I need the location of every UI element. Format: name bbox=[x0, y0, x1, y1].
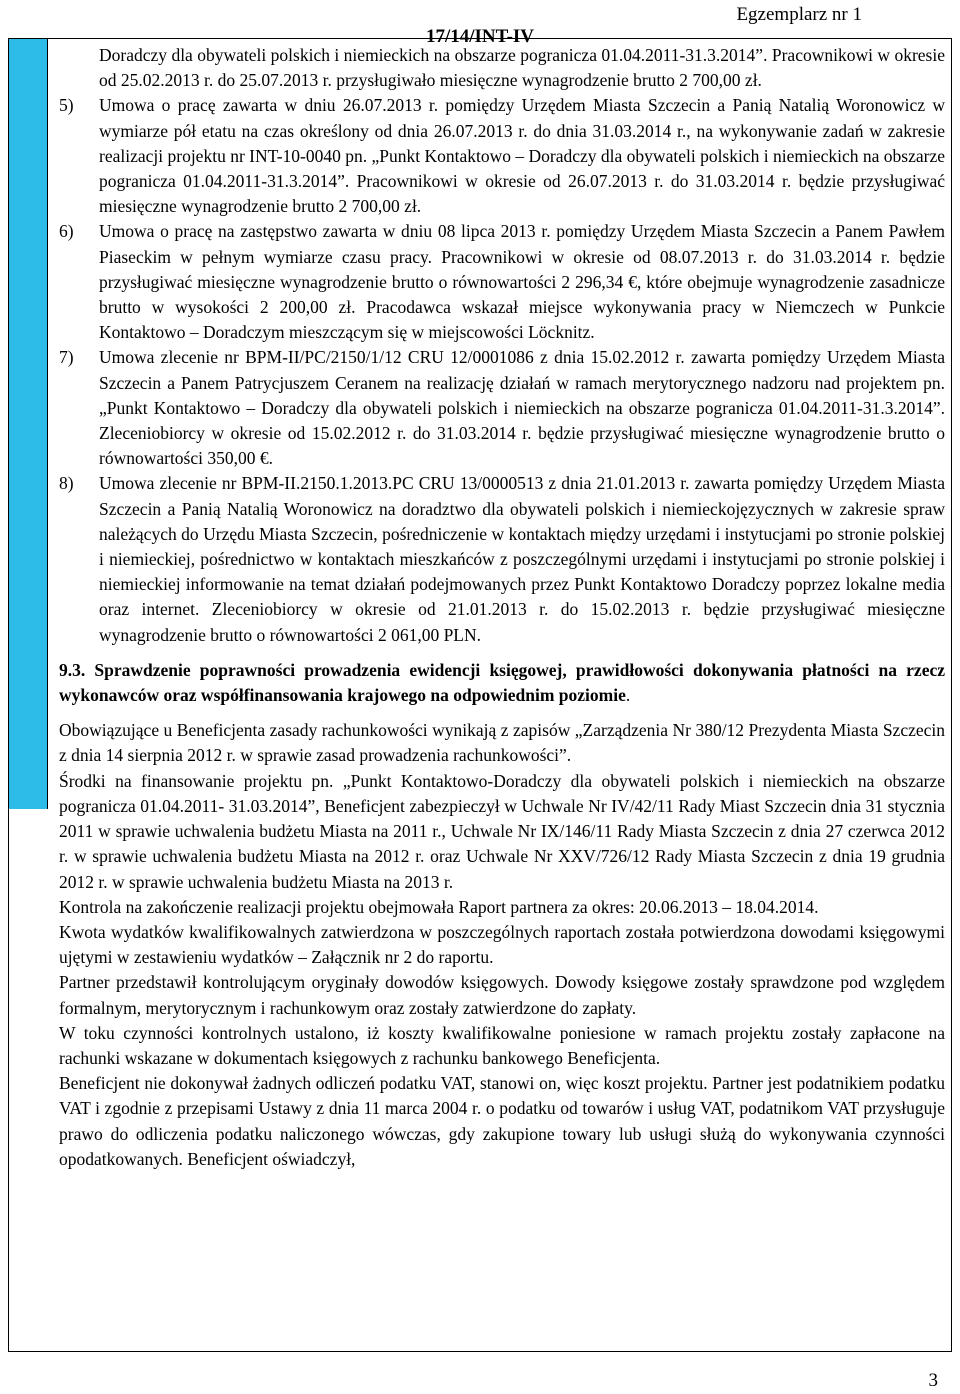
body-paragraph: Kontrola na zakończenie realizacji projektu obejmowała Raport partnera za okres: 20.06.2013 – 18.04.2014. bbox=[59, 896, 819, 917]
spacer bbox=[59, 708, 945, 718]
list-item-text: Umowa o pracę na zastępstwo zawarta w dniu 08 lipca 2013 r. pomiędzy Urzędem Miasta Szczecin a Panem Pawłem Piaseckim w pełnym wymiarze czasu pracy. Pracownikowi w okresie od 08.07.2013 r. do 31.03.2014 r. będzie przysługiwać miesięczne wynagrodzenie brutto o równowartości 2 296,34 €, które obejmuje wynagrodzenie zasadnicze brutto w wysokości 2 200,00 zł. Pracodawca wskazał miejsce wykonywania pracy w Niemczech w Punkcie Kontaktowo – Doradczym mieszczącym się w miejscowości Löcknitz. bbox=[99, 221, 945, 343]
section-heading bbox=[59, 658, 945, 708]
list-item-number: 6) bbox=[59, 221, 74, 242]
list-item bbox=[59, 93, 945, 219]
list-item-number: 5) bbox=[59, 95, 74, 116]
copy-number: Egzemplarz nr 1 bbox=[736, 4, 862, 25]
list-item-text: Umowa zlecenie nr BPM-II.2150.1.2013.PC CRU 13/0000513 z dnia 21.01.2013 r. zawarta pomiędzy Urzędem Miasta Szczecin a Panią Natalią Woronowicz na doradztwo dla obywateli polskich i niemieckojęzycznych w zakresie spraw należących do Urzędu Miasta Szczecin, pośredniczenie w kontaktach między urzędami i instytucjami po stronie polskiej i niemieckiej, pośrednictwo w kontaktach mieszkańców z poszczególnymi urzędami i instytucjami po stronie polskiej i niemieckiej informowanie na temat działań podejmowanych przez Punkt Kontaktowo Doradczy poprzez lokalne media oraz internet. Zleceniobiorcy w okresie od 21.01.2013 r. do 15.02.2013 r. będzie przysługiwać miesięczne wynagrodzenie brutto o równowartości 2 061,00 PLN. bbox=[99, 473, 945, 645]
list-item-text: Umowa o pracę zawarta w dniu 26.07.2013 r. pomiędzy Urzędem Miasta Szczecin a Panią Natalią Woronowicz w wymiarze pół etatu na czas określony od dnia 26.07.2013 r. do dnia 31.03.2014 r., na wykonywanie zadań w zakresie realizacji projektu nr INT-10-0040 pn. „Punkt Kontaktowo – Doradczy dla obywateli polskich i niemieckich na obszarze pogranicza 01.04.2011-31.3.2014”. Pracownikowi w okresie od 26.07.2013 r. do 31.03.2014 r. będzie przysługiwać miesięczne wynagrodzenie brutto 2 700,00 zł. bbox=[99, 95, 945, 217]
list-item-number: 8) bbox=[59, 473, 74, 494]
document-body bbox=[59, 43, 945, 1172]
list-item bbox=[59, 219, 945, 345]
body-paragraph: Środki na finansowanie projektu pn. „Punkt Kontaktowo-Doradczy dla obywateli polskich i niemieckich na obszarze pogranicza 01.04.2011- 31.03.2014”, Beneficjent zabezpieczył w Uchwale Nr IV/42/11 Rady Miast Szczecin dnia 31 stycznia 2011 w sprawie uchwalenia budżetu Miasta na 2011 r., Uchwale Nr IX/146/11 Rady Miasta Szczecin z dnia 27 czerwca 2012 r. w sprawie uchwalenia budżetu Miasta na 2012 r. oraz Uchwale Nr XXV/726/12 Rady Miasta Szczecin z dnia 19 grudnia 2012 r. w sprawie uchwalenia budżetu Miasta na 2013 r. bbox=[59, 770, 945, 892]
body-paragraph: Kwota wydatków kwalifikowalnych zatwierdzona w poszczególnych raportach została potwierdzona dowodami księgowymi ujętymi w zestawieniu wydatków – Załącznik nr 2 do raportu. bbox=[59, 921, 945, 968]
list-item-number: 7) bbox=[59, 347, 74, 368]
body-paragraph: W toku czynności kontrolnych ustalono, iż koszty kwalifikowalne poniesione w ramach projektu zostały zapłacone na rachunki wskazane w dokumentach księgowych z rachunku bankowego Beneficjenta. bbox=[59, 1022, 945, 1068]
list-item bbox=[59, 471, 945, 647]
continuation-paragraph: Doradczy dla obywateli polskich i niemieckich na obszarze pogranicza 01.04.2011-31.3.2014”. Pracownikowi w okresie od 25.02.2013 r. do 25.07.2013 r. przysługiwało miesięczne wynagrodzenie brutto 2 700,00 zł. bbox=[99, 45, 945, 91]
body-paragraph: Partner przedstawił kontrolującym oryginały dowodów księgowych. Dowody księgowe zostały sprawdzone pod względem formalnym, merytorycznym i rachunkowym oraz zostały zatwierdzone do zapłaty. bbox=[59, 972, 945, 1018]
side-bar-divider bbox=[47, 39, 48, 809]
body-paragraph: Obowiązujące u Beneficjenta zasady rachunkowości wynikają z zapisów „Zarządzenia Nr 380/12 Prezydenta Miasta Szczecin z dnia 14 sierpnia 2012 r. w sprawie zasad prowadzenia rachunkowości”. bbox=[59, 720, 945, 766]
content-frame bbox=[8, 38, 952, 1352]
list-item-text: Umowa zlecenie nr BPM-II/PC/2150/1/12 CRU 12/0001086 z dnia 15.02.2012 r. zawarta pomiędzy Urzędem Miasta Szczecin a Panem Patrycjuszem Ceranem na realizację działań w ramach merytorycznego nadzoru nad projektem pn. „Punkt Kontaktowo – Doradczy dla obywateli polskich i niemieckich na obszarze pogranicza 01.04.2011-31.3.2014”. Zleceniobiorcy w okresie od 15.02.2012 r. do 31.03.2014 r. będzie przysługiwać miesięczne wynagrodzenie brutto o równowartości 350,00 €. bbox=[99, 347, 945, 469]
list-item bbox=[59, 345, 945, 471]
page-number: 3 bbox=[928, 1370, 938, 1391]
body-paragraph: Beneficjent nie dokonywał żadnych odliczeń podatku VAT, stanowi on, więc koszt projektu. Partner jest podatnikiem podatku VAT i zgodnie z przepisami Ustawy z dnia 11 marca 2004 r. o podatku od towarów i usług VAT, podatnikom VAT przysługuje prawo do odliczenia podatku naliczonego wówczas, gdy zakupione towary lub usługi służą do wykonywania czynności opodatkowanych. Beneficjent oświadczył, bbox=[59, 1073, 945, 1169]
document-code: 17/14/INT-IV bbox=[425, 26, 535, 47]
side-color-bar bbox=[9, 39, 47, 809]
section-heading-period: . bbox=[625, 685, 631, 706]
section-heading-text: 9.3. Sprawdzenie poprawności prowadzenia ewidencji księgowej, prawidłowości dokonywania płatności na rzecz wykonawców oraz współfinansowania krajowego na odpowiednim poziomie bbox=[59, 659, 945, 706]
